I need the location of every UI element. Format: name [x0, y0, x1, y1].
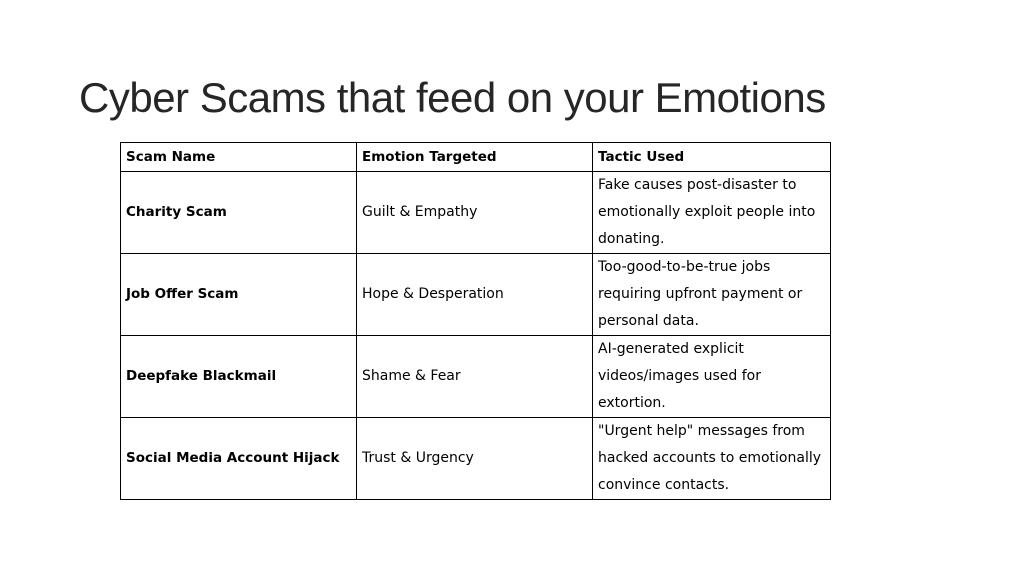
scam-name-cell: Deepfake Blackmail [121, 336, 357, 418]
tactic-cell: "Urgent help" messages from hacked accounts to emotionally convince contacts. [593, 418, 831, 500]
tactic-cell: Too-good-to-be-true jobs requiring upfront payment or personal data. [593, 254, 831, 336]
table-header-row [121, 143, 831, 172]
scam-name-cell: Charity Scam [121, 172, 357, 254]
table-row [121, 172, 831, 254]
tactic-cell: Fake causes post-disaster to emotionally exploit people into donating. [593, 172, 831, 254]
tactic-cell: AI-generated explicit videos/images used for extortion. [593, 336, 831, 418]
scam-name-cell: Social Media Account Hijack [121, 418, 357, 500]
header-scam-name: Scam Name [121, 143, 357, 172]
scam-name-cell: Job Offer Scam [121, 254, 357, 336]
header-emotion-targeted: Emotion Targeted [357, 143, 593, 172]
emotion-cell: Trust & Urgency [357, 418, 593, 500]
table-row [121, 254, 831, 336]
slide-title: Cyber Scams that feed on your Emotions [79, 74, 826, 121]
table-row [121, 418, 831, 500]
header-tactic-used: Tactic Used [593, 143, 831, 172]
scam-table [120, 142, 831, 500]
emotion-cell: Shame & Fear [357, 336, 593, 418]
emotion-cell: Hope & Desperation [357, 254, 593, 336]
table-row [121, 336, 831, 418]
emotion-cell: Guilt & Empathy [357, 172, 593, 254]
